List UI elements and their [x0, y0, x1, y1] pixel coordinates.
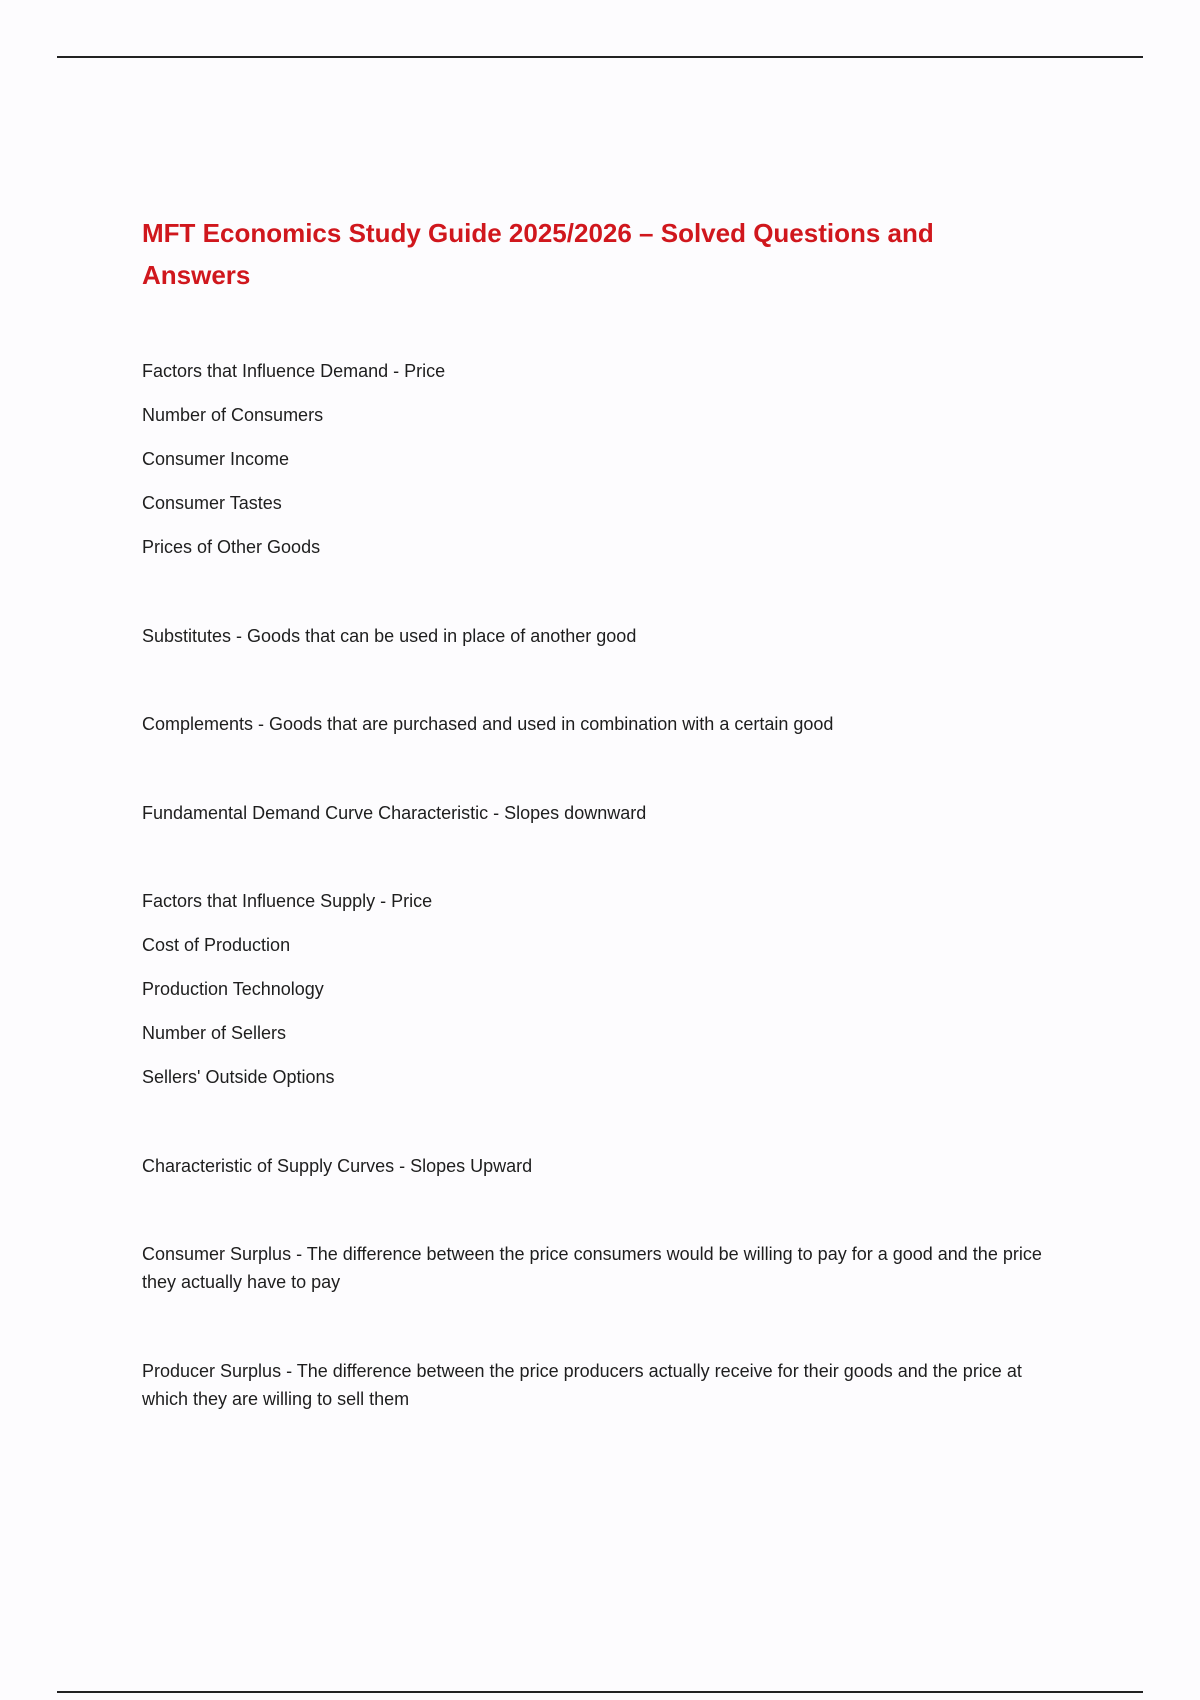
supply-factor-item: Sellers' Outside Options	[142, 1067, 335, 1087]
demand-factor-item: Consumer Tastes	[142, 493, 282, 513]
supply-factors-heading: Factors that Influence Supply - Price	[142, 891, 433, 911]
document-title: MFT Economics Study Guide 2025/2026 – Solved Questions and Answers	[142, 218, 934, 290]
substitutes-definition: Substitutes - Goods that can be used in place of another good	[142, 626, 637, 646]
supply-factor-item: Cost of Production	[142, 935, 291, 955]
consumer-surplus-definition: Consumer Surplus - The difference between the price consumers would be willing to pay for a good and the price they actually have to pay	[142, 1244, 1042, 1292]
supply-factor-item: Production Technology	[142, 979, 324, 999]
demand-factors-heading: Factors that Influence Demand - Price	[142, 361, 446, 381]
complements-definition: Complements - Goods that are purchased and used in combination with a certain good	[142, 714, 834, 734]
header-rule	[57, 56, 1143, 58]
supply-factor-item: Number of Sellers	[142, 1023, 287, 1043]
demand-curve-characteristic: Fundamental Demand Curve Characteristic - Slopes downward	[142, 803, 647, 823]
demand-factor-item: Consumer Income	[142, 449, 290, 469]
footer-rule	[57, 1691, 1143, 1693]
demand-factor-item: Prices of Other Goods	[142, 537, 321, 557]
producer-surplus-definition: Producer Surplus - The difference between the price producers actually receive for their goods and the price at which they are willing to sell them	[142, 1361, 1022, 1409]
demand-factor-item: Number of Consumers	[142, 405, 324, 425]
supply-curve-characteristic: Characteristic of Supply Curves - Slopes Upward	[142, 1156, 533, 1176]
